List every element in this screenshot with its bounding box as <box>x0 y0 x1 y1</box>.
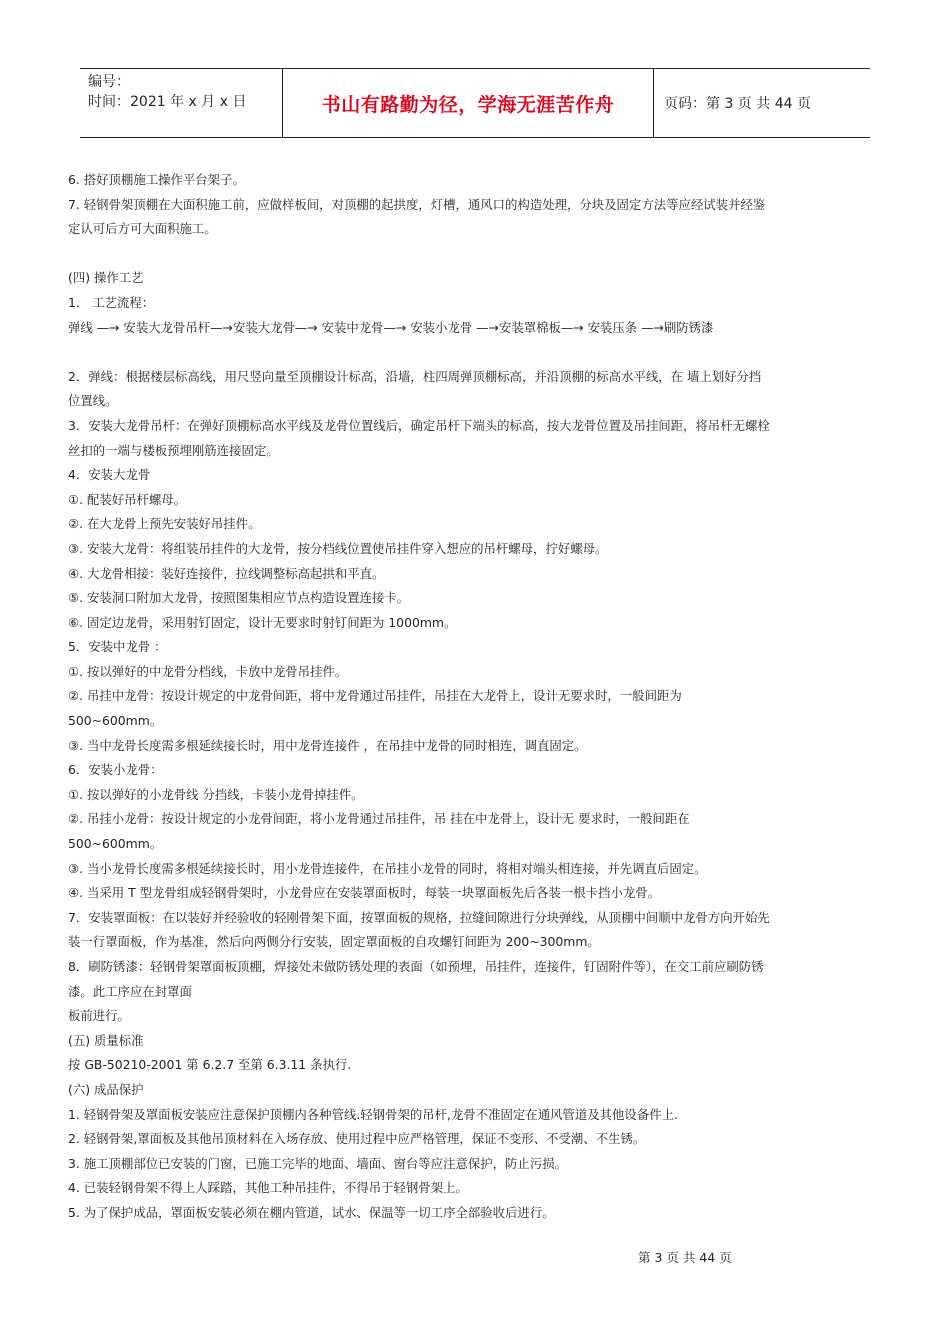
body-text-line: ①. 按以弹好的中龙骨分档线，卡放中龙骨吊挂件。 <box>68 663 348 679</box>
body-text-line: (五) 质量标准 <box>68 1032 144 1048</box>
document-date-label: 时间：2021 年 x 月 x 日 <box>88 94 247 110</box>
body-text-line: 定认可后方可大面积施工。 <box>68 221 217 237</box>
body-text-line: 3．安装大龙骨吊杆：在弹好顶棚标高水平线及龙骨位置线后，确定吊杆下端头的标高，按大龙骨位置及吊挂间距，将吊杆无螺栓 <box>68 417 770 433</box>
body-text-line: 7．安装罩面板：在以装好并经验收的轻刚骨架下面，按罩面板的规格，拉缝间隙进行分块弹线，从顶棚中间顺中龙骨方向开始先 <box>68 909 770 925</box>
body-text-line: ②. 吊挂小龙骨：按设计规定的小龙骨间距，将小龙骨通过吊挂件，吊 挂在中龙骨上，设计无 要求时，一般间距在 <box>68 811 690 827</box>
footer-page-number: 第 3 页 共 44 页 <box>638 1250 732 1265</box>
body-text-line: 装一行罩面板，作为基准，然后向两侧分行安装，固定罩面板的自攻螺钉间距为 200~300mm。 <box>68 934 600 950</box>
document-number-label: 编号： <box>88 74 130 90</box>
body-text-line: ②. 在大龙骨上预先安装好吊挂件。 <box>68 516 261 532</box>
body-text-line: ④. 当采用 T 型龙骨组成轻钢骨架时，小龙骨应在安装罩面板时，每装一块罩面板先后各装一根卡挡小龙骨。 <box>68 885 661 901</box>
body-text-line: 1. 轻钢骨架及罩面板安装应注意保护顶棚内各种管线.轻钢骨架的吊杆,龙骨不准固定在通风管道及其他设备件上. <box>68 1106 678 1122</box>
body-text-line: 位置线。 <box>68 393 118 409</box>
body-text-line: ③. 安装大龙骨：将组装吊挂件的大龙骨，按分档线位置使吊挂件穿入想应的吊杆螺母，拧好螺母。 <box>68 540 608 556</box>
body-text-line: 5. 为了保护成品，罩面板安装必须在棚内管道，试水、保温等一切工序全部验收后进行。 <box>68 1204 555 1220</box>
page-header <box>80 68 870 138</box>
body-text-line: 6．安装小龙骨： <box>68 762 163 778</box>
body-text-line: 500~600mm。 <box>68 713 163 729</box>
header-page-number: 页码：第 3 页 共 44 页 <box>664 96 811 112</box>
document-body <box>68 168 883 1226</box>
blank-line <box>68 340 883 365</box>
body-text-line: 6. 搭好顶棚施工操作平台架子。 <box>68 172 245 187</box>
body-text-line: 7. 轻钢骨架顶棚在大面积施工前，应做样板间，对顶棚的起拱度，灯槽，通风口的构造处理，分块及固定方法等应经试装并经鉴 <box>68 196 766 212</box>
body-text-line: 500~600mm。 <box>68 836 163 852</box>
body-text-line: 2. 轻钢骨架,罩面板及其他吊顶材料在入场存放、使用过程中应严格管理，保证不变形、不受潮、不生锈。 <box>68 1131 646 1147</box>
body-text-line: 漆。此工序应在封罩面 <box>68 983 192 999</box>
body-text-line: ④. 大龙骨相接：装好连接件，拉线调整标高起拱和平直。 <box>68 565 385 581</box>
body-text-line: ①. 按以弹好的小龙骨线 分挡线，卡装小龙骨掉挂件。 <box>68 786 364 802</box>
header-motto: 书山有路勤为径，学海无涯苦作舟 <box>282 69 654 137</box>
body-text-line: ①. 配装好吊杆螺母。 <box>68 491 187 507</box>
body-text-line: ⑤. 安装洞口附加大龙骨，按照图集相应节点构造设置连接卡。 <box>68 590 410 606</box>
body-text-line: (六) 成品保护 <box>68 1081 144 1097</box>
body-text-line: 1． 工艺流程： <box>68 294 155 310</box>
header-left-cell <box>80 69 282 137</box>
body-text-line: 弹线 —→ 安装大龙骨吊杆—→安装大龙骨—→ 安装中龙骨—→ 安装小龙骨 —→安装罩棉板—→ 安装压条 —→刷防锈漆 <box>68 319 714 335</box>
body-text-line: ③. 当小龙骨长度需多根延续接长时，用小龙骨连接件，在吊挂小龙骨的同时，将相对端头相连接，并先调直后固定。 <box>68 860 707 876</box>
body-text-line: ③. 当中龙骨长度需多根延续接长时，用中龙骨连接件 ，在吊挂中龙骨的同时相连，调直固定。 <box>68 737 587 753</box>
body-text-line: 2．弹线：根据楼层标高线，用尺竖向量至顶棚设计标高，沿墙，柱四周弹顶棚标高，并沿顶棚的标高水平线，在 墙上划好分挡 <box>68 368 762 384</box>
body-text-line: ②. 吊挂中龙骨：按设计规定的中龙骨间距，将中龙骨通过吊挂件，吊挂在大龙骨上，设计无要求时，一般间距为 <box>68 688 682 704</box>
body-text-line: 8．刷防锈漆：轻钢骨架罩面板顶棚，焊接处未做防锈处理的表面（如预埋，吊挂件，连接件，钉固附件等），在交工前应刷防锈 <box>68 959 764 974</box>
body-text-line: 5．安装中龙骨 ： <box>68 639 167 655</box>
blank-line <box>68 242 883 267</box>
body-text-line: (四) 操作工艺 <box>68 270 144 286</box>
body-text-line: ⑥. 固定边龙骨，采用射钉固定，设计无要求时射钉间距为 1000mm。 <box>68 614 457 630</box>
body-text-line: 丝扣的一端与楼板预埋刚筋连接固定。 <box>68 442 279 458</box>
body-text-line: 3. 施工顶棚部位已安装的门窗，已施工完毕的地面、墙面、窗台等应注意保护，防止污损。 <box>68 1155 567 1171</box>
body-text-line: 4．安装大龙骨 <box>68 467 151 483</box>
body-text-line: 板前进行。 <box>68 1008 130 1024</box>
body-text-line: 按 GB-50210-2001 第 6.2.7 至第 6.3.11 条执行. <box>68 1057 352 1073</box>
body-text-line: 4. 已装轻钢骨架不得上人踩踏，其他工种吊挂件，不得吊于轻钢骨架上。 <box>68 1180 468 1196</box>
